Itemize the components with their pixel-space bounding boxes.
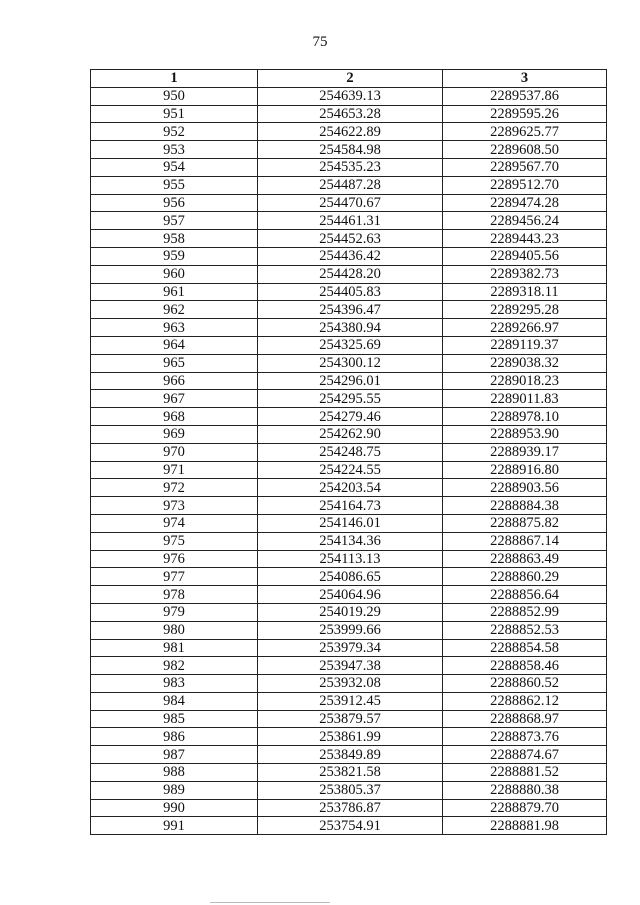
x-coordinate-cell: 254134.36 [258, 532, 443, 550]
y-coordinate-cell: 2288874.67 [443, 746, 607, 764]
table-row [91, 746, 607, 764]
y-coordinate-cell: 2288852.99 [443, 603, 607, 621]
point-number-cell: 981 [91, 639, 258, 657]
table-row [91, 497, 607, 515]
x-coordinate-cell: 254146.01 [258, 514, 443, 532]
table-row [91, 657, 607, 675]
point-number-cell: 961 [91, 283, 258, 301]
table-row [91, 443, 607, 461]
y-coordinate-cell: 2289537.86 [443, 87, 607, 105]
point-number-cell: 986 [91, 728, 258, 746]
table-row [91, 639, 607, 657]
point-number-cell: 965 [91, 354, 258, 372]
table-row [91, 176, 607, 194]
table-row [91, 123, 607, 141]
y-coordinate-cell: 2288868.97 [443, 710, 607, 728]
y-coordinate-cell: 2288884.38 [443, 497, 607, 515]
point-number-cell: 979 [91, 603, 258, 621]
x-coordinate-cell: 254224.55 [258, 461, 443, 479]
point-number-cell: 955 [91, 176, 258, 194]
page-number: 75 [312, 34, 328, 50]
table-row [91, 728, 607, 746]
point-number-cell: 967 [91, 390, 258, 408]
table-row [91, 301, 607, 319]
table-row [91, 87, 607, 105]
y-coordinate-cell: 2288858.46 [443, 657, 607, 675]
point-number-cell: 974 [91, 514, 258, 532]
y-coordinate-cell: 2288860.52 [443, 675, 607, 693]
y-coordinate-cell: 2289038.32 [443, 354, 607, 372]
point-number-cell: 985 [91, 710, 258, 728]
point-number-cell: 960 [91, 265, 258, 283]
x-coordinate-cell: 254380.94 [258, 319, 443, 337]
table-row [91, 319, 607, 337]
x-coordinate-cell: 254248.75 [258, 443, 443, 461]
point-number-cell: 989 [91, 781, 258, 799]
x-coordinate-cell: 254639.13 [258, 87, 443, 105]
table-row [91, 265, 607, 283]
table-row [91, 799, 607, 817]
table-row [91, 764, 607, 782]
table-row [91, 568, 607, 586]
x-coordinate-cell: 254405.83 [258, 283, 443, 301]
x-coordinate-cell: 253999.66 [258, 621, 443, 639]
x-coordinate-cell: 254203.54 [258, 479, 443, 497]
x-coordinate-cell: 253932.08 [258, 675, 443, 693]
point-number-cell: 950 [91, 87, 258, 105]
y-coordinate-cell: 2288856.64 [443, 586, 607, 604]
table-row [91, 230, 607, 248]
x-coordinate-cell: 254086.65 [258, 568, 443, 586]
table-row [91, 817, 607, 835]
x-coordinate-cell: 253849.89 [258, 746, 443, 764]
y-coordinate-cell: 2288852.53 [443, 621, 607, 639]
x-coordinate-cell: 254296.01 [258, 372, 443, 390]
column-header-1: 1 [91, 70, 258, 88]
y-coordinate-cell: 2288863.49 [443, 550, 607, 568]
table-row [91, 283, 607, 301]
y-coordinate-cell: 2289625.77 [443, 123, 607, 141]
y-coordinate-cell: 2288916.80 [443, 461, 607, 479]
point-number-cell: 971 [91, 461, 258, 479]
y-coordinate-cell: 2288860.29 [443, 568, 607, 586]
y-coordinate-cell: 2289456.24 [443, 212, 607, 230]
x-coordinate-cell: 254653.28 [258, 105, 443, 123]
y-coordinate-cell: 2289266.97 [443, 319, 607, 337]
x-coordinate-cell: 254535.23 [258, 158, 443, 176]
point-number-cell: 963 [91, 319, 258, 337]
table-row [91, 212, 607, 230]
table-row [91, 710, 607, 728]
table-row [91, 390, 607, 408]
y-coordinate-cell: 2288867.14 [443, 532, 607, 550]
y-coordinate-cell: 2288862.12 [443, 692, 607, 710]
y-coordinate-cell: 2289318.11 [443, 283, 607, 301]
point-number-cell: 956 [91, 194, 258, 212]
x-coordinate-cell: 254487.28 [258, 176, 443, 194]
x-coordinate-cell: 254279.46 [258, 408, 443, 426]
x-coordinate-cell: 253805.37 [258, 781, 443, 799]
y-coordinate-cell: 2289443.23 [443, 230, 607, 248]
point-number-cell: 970 [91, 443, 258, 461]
table-row [91, 336, 607, 354]
point-number-cell: 990 [91, 799, 258, 817]
y-coordinate-cell: 2289011.83 [443, 390, 607, 408]
x-coordinate-cell: 254300.12 [258, 354, 443, 372]
x-coordinate-cell: 254325.69 [258, 336, 443, 354]
point-number-cell: 976 [91, 550, 258, 568]
point-number-cell: 957 [91, 212, 258, 230]
x-coordinate-cell: 254262.90 [258, 425, 443, 443]
y-coordinate-cell: 2288854.58 [443, 639, 607, 657]
y-coordinate-cell: 2289512.70 [443, 176, 607, 194]
x-coordinate-cell: 254295.55 [258, 390, 443, 408]
table-row [91, 105, 607, 123]
point-number-cell: 982 [91, 657, 258, 675]
table-row [91, 692, 607, 710]
point-number-cell: 962 [91, 301, 258, 319]
table-row [91, 603, 607, 621]
table-row [91, 675, 607, 693]
x-coordinate-cell: 254113.13 [258, 550, 443, 568]
point-number-cell: 969 [91, 425, 258, 443]
point-number-cell: 954 [91, 158, 258, 176]
point-number-cell: 953 [91, 141, 258, 159]
y-coordinate-cell: 2289295.28 [443, 301, 607, 319]
x-coordinate-cell: 253821.58 [258, 764, 443, 782]
y-coordinate-cell: 2288875.82 [443, 514, 607, 532]
table-row [91, 621, 607, 639]
point-number-cell: 964 [91, 336, 258, 354]
table-header-row [91, 70, 607, 88]
x-coordinate-cell: 254461.31 [258, 212, 443, 230]
y-coordinate-cell: 2288881.98 [443, 817, 607, 835]
x-coordinate-cell: 254064.96 [258, 586, 443, 604]
y-coordinate-cell: 2288881.52 [443, 764, 607, 782]
x-coordinate-cell: 253861.99 [258, 728, 443, 746]
y-coordinate-cell: 2289595.26 [443, 105, 607, 123]
y-coordinate-cell: 2289608.50 [443, 141, 607, 159]
x-coordinate-cell: 253979.34 [258, 639, 443, 657]
point-number-cell: 988 [91, 764, 258, 782]
table-row [91, 247, 607, 265]
y-coordinate-cell: 2289567.70 [443, 158, 607, 176]
point-number-cell: 959 [91, 247, 258, 265]
point-number-cell: 966 [91, 372, 258, 390]
column-header-2: 2 [258, 70, 443, 88]
point-number-cell: 983 [91, 675, 258, 693]
point-number-cell: 973 [91, 497, 258, 515]
x-coordinate-cell: 254164.73 [258, 497, 443, 515]
table-row [91, 354, 607, 372]
x-coordinate-cell: 253786.87 [258, 799, 443, 817]
point-number-cell: 951 [91, 105, 258, 123]
y-coordinate-cell: 2289405.56 [443, 247, 607, 265]
x-coordinate-cell: 254019.29 [258, 603, 443, 621]
table-row [91, 158, 607, 176]
point-number-cell: 984 [91, 692, 258, 710]
table-row [91, 479, 607, 497]
table-row [91, 141, 607, 159]
table-row [91, 408, 607, 426]
y-coordinate-cell: 2288873.76 [443, 728, 607, 746]
table-row [91, 194, 607, 212]
x-coordinate-cell: 254470.67 [258, 194, 443, 212]
x-coordinate-cell: 254622.89 [258, 123, 443, 141]
x-coordinate-cell: 253754.91 [258, 817, 443, 835]
table-row [91, 781, 607, 799]
x-coordinate-cell: 253947.38 [258, 657, 443, 675]
y-coordinate-cell: 2288953.90 [443, 425, 607, 443]
y-coordinate-cell: 2289119.37 [443, 336, 607, 354]
table-row [91, 514, 607, 532]
y-coordinate-cell: 2289474.28 [443, 194, 607, 212]
y-coordinate-cell: 2288880.38 [443, 781, 607, 799]
table-row [91, 532, 607, 550]
point-number-cell: 968 [91, 408, 258, 426]
column-header-3: 3 [443, 70, 607, 88]
point-number-cell: 972 [91, 479, 258, 497]
y-coordinate-cell: 2289018.23 [443, 372, 607, 390]
coordinates-table [90, 69, 607, 835]
y-coordinate-cell: 2288978.10 [443, 408, 607, 426]
x-coordinate-cell: 253912.45 [258, 692, 443, 710]
table-row [91, 586, 607, 604]
y-coordinate-cell: 2288879.70 [443, 799, 607, 817]
point-number-cell: 952 [91, 123, 258, 141]
x-coordinate-cell: 254428.20 [258, 265, 443, 283]
x-coordinate-cell: 254584.98 [258, 141, 443, 159]
table-row [91, 372, 607, 390]
table-row [91, 425, 607, 443]
point-number-cell: 987 [91, 746, 258, 764]
y-coordinate-cell: 2288939.17 [443, 443, 607, 461]
point-number-cell: 975 [91, 532, 258, 550]
x-coordinate-cell: 254452.63 [258, 230, 443, 248]
table-row [91, 550, 607, 568]
x-coordinate-cell: 254436.42 [258, 247, 443, 265]
y-coordinate-cell: 2289382.73 [443, 265, 607, 283]
point-number-cell: 977 [91, 568, 258, 586]
bottom-rule [210, 902, 330, 903]
table-row [91, 461, 607, 479]
x-coordinate-cell: 253879.57 [258, 710, 443, 728]
x-coordinate-cell: 254396.47 [258, 301, 443, 319]
point-number-cell: 978 [91, 586, 258, 604]
point-number-cell: 980 [91, 621, 258, 639]
point-number-cell: 991 [91, 817, 258, 835]
y-coordinate-cell: 2288903.56 [443, 479, 607, 497]
point-number-cell: 958 [91, 230, 258, 248]
table-body [91, 87, 607, 834]
